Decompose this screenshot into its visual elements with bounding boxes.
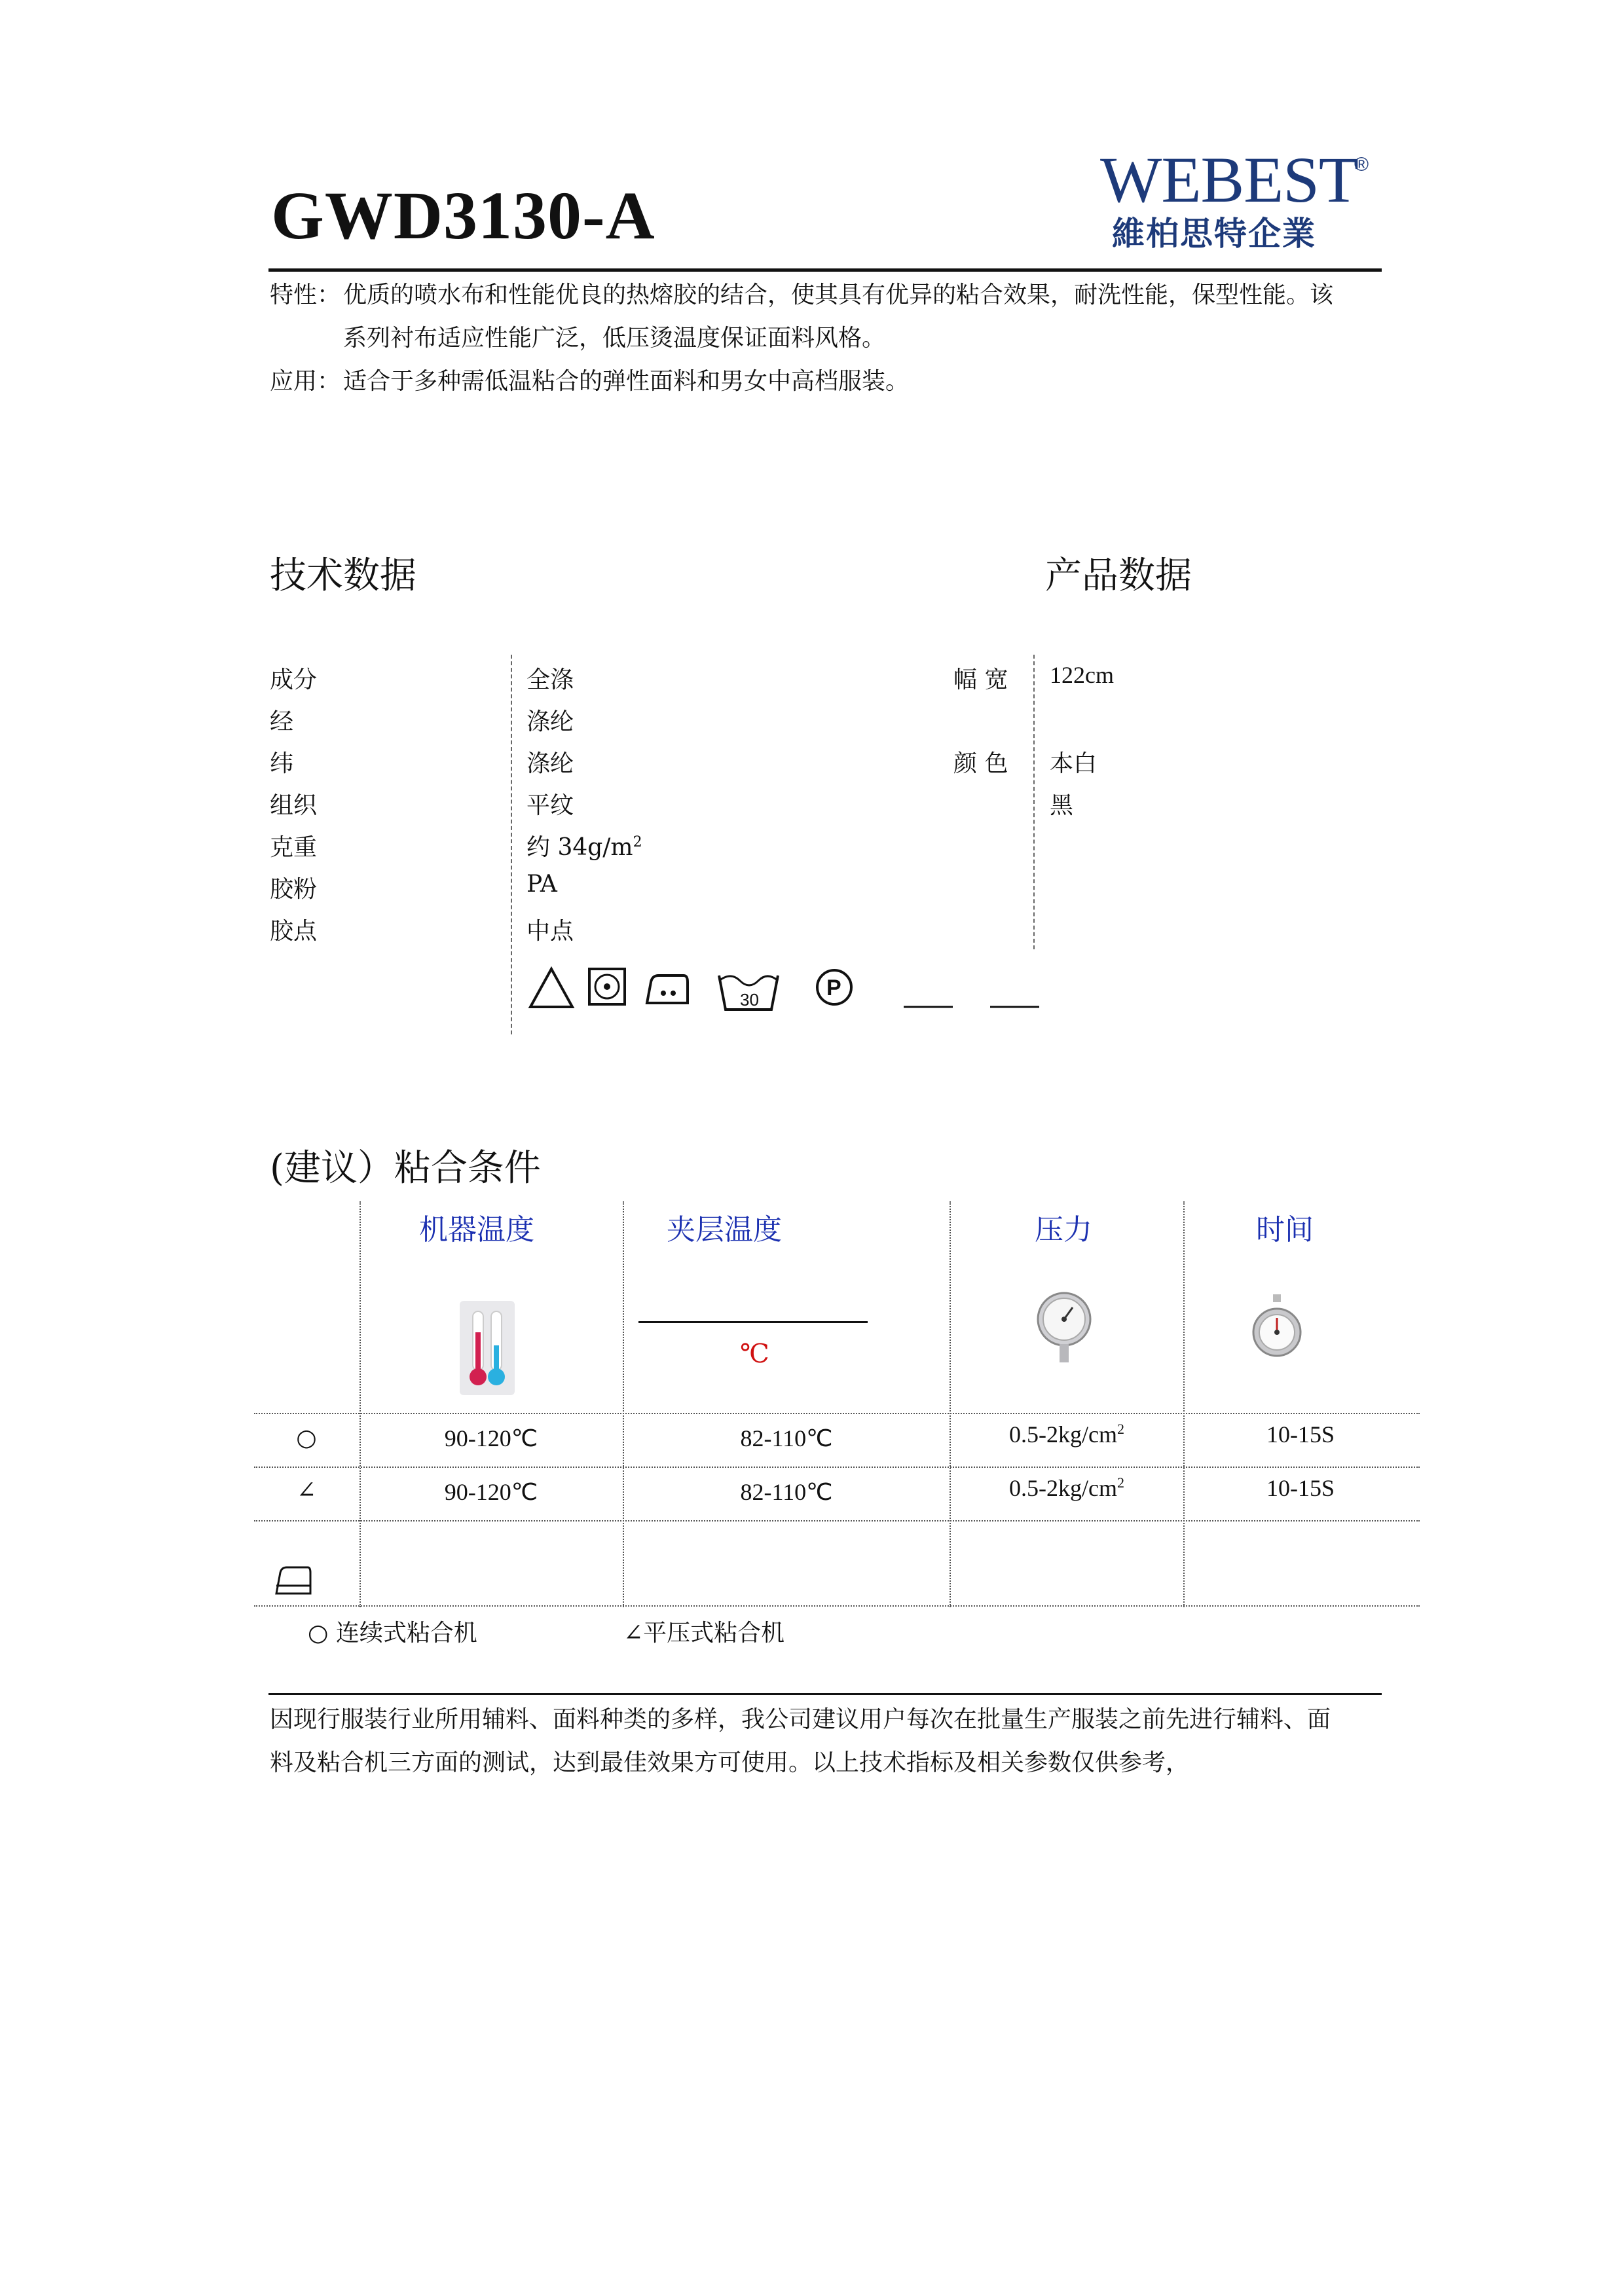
row1-machine-temp: 90-120℃ <box>444 1425 538 1451</box>
product-divider <box>1033 655 1035 949</box>
table-col-line-3 <box>950 1201 951 1607</box>
row1-layer-temp: 82-110℃ <box>740 1425 833 1451</box>
header-rule <box>268 268 1382 272</box>
width-value: 122cm <box>1050 662 1114 688</box>
stopwatch-icon <box>1251 1293 1303 1365</box>
application-label: 应用： <box>270 368 341 395</box>
row2-pressure-text: 0.5-2kg/cm <box>1009 1475 1117 1501</box>
row2-layer-temp: 82-110℃ <box>740 1479 833 1505</box>
product-data-heading: 产品数据 <box>1045 555 1192 597</box>
header-layer-temp: 夹层温度 <box>667 1213 782 1247</box>
header-machine-temp: 机器温度 <box>419 1213 534 1247</box>
application-text: 适合于多种需低温粘合的弹性面料和男女中高档服装。 <box>343 368 910 395</box>
footer-rule <box>268 1693 1382 1695</box>
tech-label-adhesive: 胶粉 <box>270 876 318 903</box>
color-value-black: 黑 <box>1050 792 1074 819</box>
wash-temp-text: 30 <box>740 990 759 1010</box>
logo-english: WEBEST <box>1100 143 1358 216</box>
row2-time: 10-15S <box>1266 1475 1335 1501</box>
color-value-white: 本白 <box>1050 750 1098 777</box>
row2-pressure-sup: 2 <box>1116 1474 1124 1491</box>
table-row-line-4 <box>254 1605 1420 1607</box>
dry-clean-p-icon <box>817 970 851 1004</box>
dry-clean-letter: P <box>826 975 841 1000</box>
layer-temp-blank-line <box>638 1321 868 1323</box>
tech-label-composition: 成分 <box>270 666 318 693</box>
iron-icon <box>274 1565 313 1597</box>
row1-symbol: ○ <box>296 1425 317 1451</box>
footer-note-line-2: 料及粘合机三方面的测试，达到最佳效果方可使用。以上技术指标及相关参数仅供参考， <box>270 1749 1190 1776</box>
footer-note-line-1: 因现行服装行业所用辅料、面料种类的多样，我公司建议用户每次在批量生产服装之前先进行辅料、面 <box>270 1706 1331 1733</box>
row2-pressure <box>951 1474 1183 1502</box>
tech-label-weight: 克重 <box>270 834 318 861</box>
weight-superscript: 2 <box>633 834 642 850</box>
color-label: 颜 色 <box>953 750 1008 777</box>
row2-machine-temp: 90-120℃ <box>444 1479 538 1505</box>
product-code-title: GWD3130-A <box>271 178 655 253</box>
row2-symbol: ∠ <box>296 1477 317 1504</box>
row1-pressure-sup: 2 <box>1116 1421 1124 1437</box>
table-col-line-2 <box>623 1201 624 1607</box>
tech-value-weft: 涤纶 <box>526 750 574 777</box>
care-icons-row <box>524 962 1061 1028</box>
tech-value-dot: 中点 <box>526 918 574 945</box>
legend-flat: ∠平压式粘合机 <box>623 1620 785 1647</box>
width-label: 幅 宽 <box>953 666 1008 693</box>
header-time: 时间 <box>1256 1213 1314 1247</box>
row1-time: 10-15S <box>1266 1421 1335 1448</box>
pressure-gauge-icon <box>1035 1286 1094 1368</box>
tech-label-weft: 纬 <box>270 750 294 777</box>
logo-chinese: 維柏思特企業 <box>1112 215 1316 253</box>
header-pressure: 压力 <box>1035 1213 1092 1247</box>
table-col-line-1 <box>360 1201 361 1607</box>
webest-logo <box>1100 143 1375 253</box>
iron-two-dots-icon <box>647 975 688 1003</box>
features-label: 特性： <box>270 282 341 308</box>
tech-label-weave: 组织 <box>270 792 318 819</box>
features-line-2: 系列衬布适应性能广泛，低压烫温度保证面料风格。 <box>343 325 886 352</box>
tech-label-warp: 经 <box>270 708 294 735</box>
table-row-line-1 <box>254 1413 1420 1414</box>
tech-value-adhesive: PA <box>526 871 557 898</box>
tech-divider <box>511 655 512 1034</box>
tech-data-heading: 技术数据 <box>270 555 416 597</box>
table-row-line-2 <box>254 1467 1420 1468</box>
table-row-line-3 <box>254 1520 1420 1522</box>
wash-30-icon <box>719 975 778 1010</box>
triangle-icon <box>530 969 572 1007</box>
tech-value-composition: 全涤 <box>526 666 574 693</box>
bonding-heading: (建议）粘合条件 <box>270 1147 541 1190</box>
features-line-1: 优质的喷水布和性能优良的热熔胶的结合，使其具有优异的粘合效果，耐洗性能，保型性能。该 <box>343 282 1334 308</box>
registered-mark: ® <box>1354 154 1369 175</box>
table-col-line-4 <box>1183 1201 1185 1607</box>
weight-value-text: 约 34g/m <box>526 834 633 861</box>
tech-value-warp: 涤纶 <box>526 708 574 735</box>
row1-pressure-text: 0.5-2kg/cm <box>1009 1421 1117 1448</box>
layer-temp-celsius: ℃ <box>740 1339 769 1369</box>
tech-label-dot: 胶点 <box>270 918 318 945</box>
tech-value-weave: 平纹 <box>526 792 574 819</box>
tumble-dry-icon <box>589 969 625 1004</box>
row1-pressure <box>951 1421 1183 1448</box>
tech-value-weight <box>526 829 642 862</box>
legend-continuous: ○ 连续式粘合机 <box>308 1620 477 1647</box>
thermometer-icon <box>458 1300 517 1398</box>
